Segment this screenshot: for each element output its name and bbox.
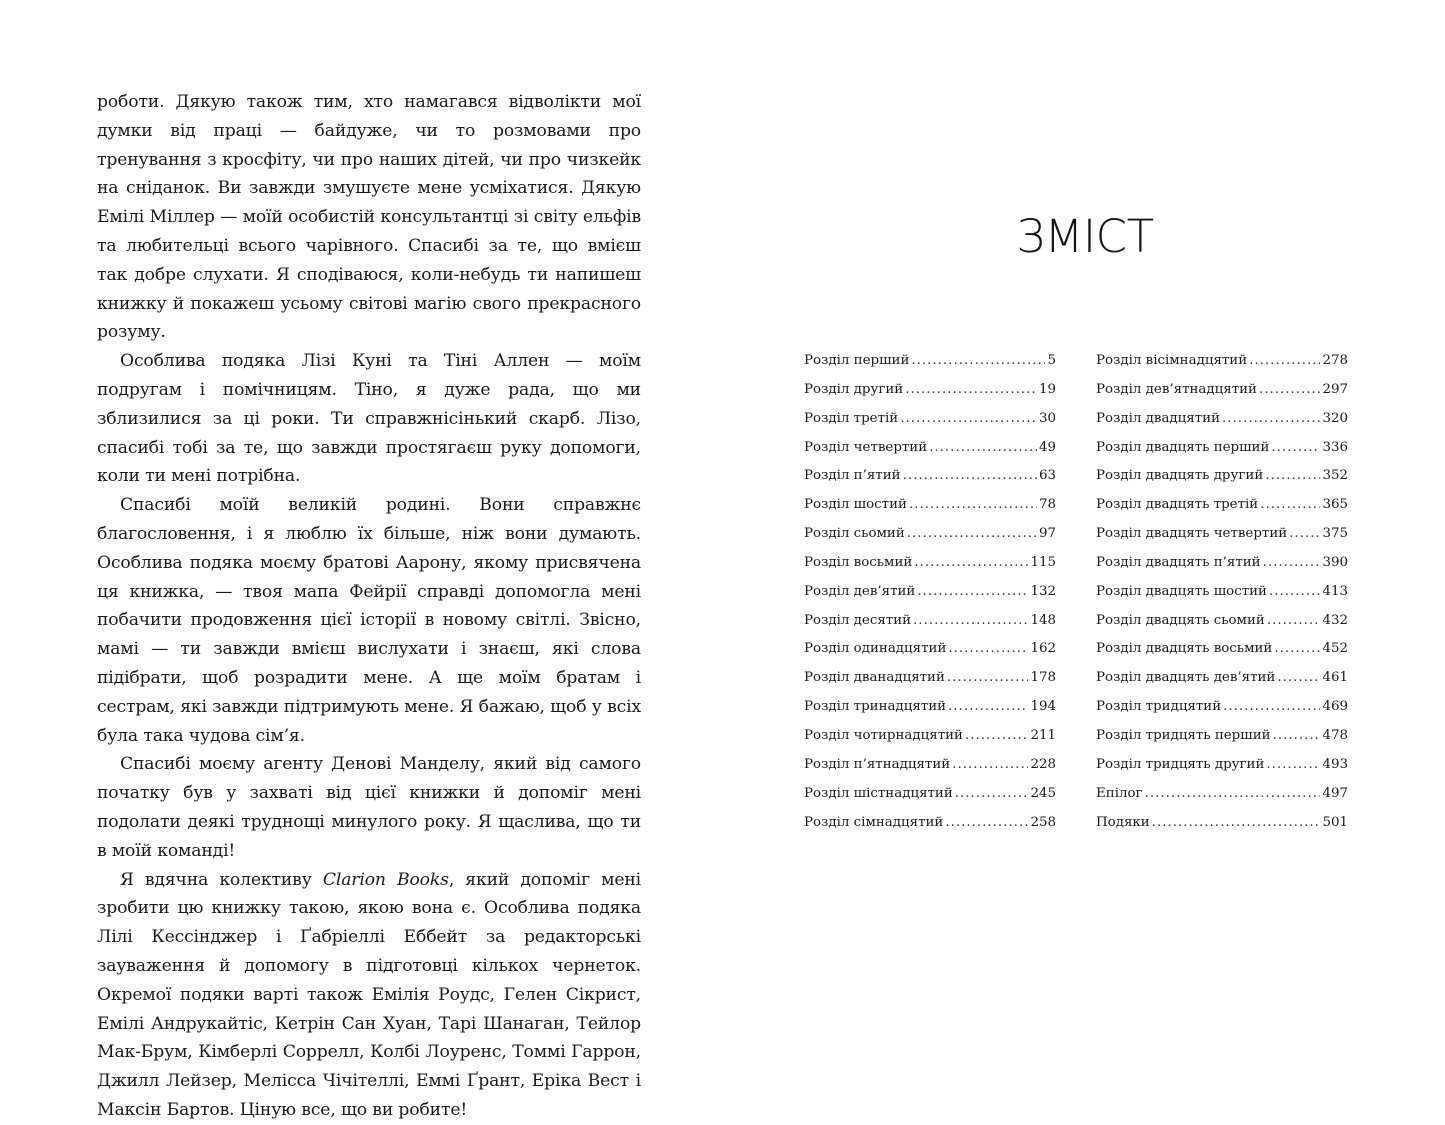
toc-entry bbox=[804, 353, 1056, 382]
acknowledgements-text bbox=[97, 88, 641, 1125]
toc-leader-dots bbox=[909, 497, 1037, 512]
toc-leader-dots bbox=[905, 382, 1037, 397]
toc-entry-page: 320 bbox=[1322, 410, 1348, 426]
toc-column-2 bbox=[1096, 353, 1348, 843]
toc-leader-dots bbox=[1265, 468, 1320, 483]
toc-entry-page: 97 bbox=[1038, 526, 1056, 542]
toc-leader-dots bbox=[911, 353, 1045, 368]
toc-entry-label: Розділ двадцять четвертий bbox=[1096, 526, 1288, 542]
toc-entry bbox=[1096, 382, 1348, 411]
toc-entry-page: 49 bbox=[1038, 439, 1056, 455]
toc-entry-page: 278 bbox=[1322, 353, 1348, 368]
toc-entry-page: 461 bbox=[1322, 670, 1348, 686]
toc-leader-dots bbox=[947, 670, 1029, 685]
toc-entry-label: Розділ чотирнадцятий bbox=[804, 727, 963, 743]
toc-entry-page: 352 bbox=[1322, 468, 1348, 484]
toc-entry bbox=[1096, 641, 1348, 670]
toc-entry bbox=[804, 497, 1056, 526]
toc-title: ЗМІСТ bbox=[1016, 210, 1154, 263]
toc-entry-label: Розділ четвертий bbox=[804, 439, 928, 455]
toc-entry-page: 478 bbox=[1322, 727, 1348, 743]
toc-entry-label: Розділ тринадцятий bbox=[804, 699, 947, 715]
toc-leader-dots bbox=[1277, 670, 1320, 685]
toc-entry-page: 493 bbox=[1322, 756, 1348, 772]
toc-leader-dots bbox=[1289, 526, 1320, 541]
paragraph: Спасибі моєму агенту Денові Манделу, який від самого початку був у захваті від цієї книжки й допоміг мені подолати деякі труднощі минулого року. Я щаслива, що ти в моїй команді! bbox=[97, 754, 641, 861]
toc-leader-dots bbox=[1266, 757, 1320, 772]
toc-entry-label: Розділ восьмий bbox=[804, 554, 913, 570]
toc-entry bbox=[1096, 353, 1348, 382]
toc-leader-dots bbox=[952, 757, 1028, 772]
toc-entry-label: Розділ вісімнадцятий bbox=[1096, 353, 1248, 368]
paragraph: Особлива подяка Лізі Куні та Тіні Аллен — моїм подругам і помічницям. Тіно, я дуже рада, що ми зблизилися за ці роки. Ти справжнісінький скарб. Лізо, спасибі тобі за те, що завжди простягаєш руку допомоги, коли ти мені потрібна. bbox=[97, 351, 641, 487]
toc-entry-label: Розділ п’ятий bbox=[804, 468, 901, 484]
toc-entry bbox=[804, 699, 1056, 728]
toc-entry bbox=[804, 468, 1056, 497]
toc-entry bbox=[1096, 411, 1348, 440]
toc-entry bbox=[1096, 786, 1348, 815]
toc-leader-dots bbox=[1223, 699, 1320, 714]
toc-leader-dots bbox=[1259, 382, 1320, 397]
toc-entry-label: Розділ двадцять третій bbox=[1096, 497, 1259, 513]
toc-entry-page: 30 bbox=[1038, 410, 1056, 426]
toc-entry-page: 211 bbox=[1030, 727, 1056, 743]
toc-entry-label: Розділ дванадцятий bbox=[804, 670, 945, 686]
toc-leader-dots bbox=[1152, 815, 1321, 830]
toc-entry-label: Розділ перший bbox=[804, 353, 910, 368]
toc-entry-label: Розділ третій bbox=[804, 410, 899, 426]
toc-leader-dots bbox=[1263, 555, 1321, 570]
toc-leader-dots bbox=[945, 815, 1028, 830]
toc-entry bbox=[804, 670, 1056, 699]
toc-entry-page: 228 bbox=[1030, 756, 1056, 772]
toc-entry-page: 5 bbox=[1047, 353, 1056, 368]
toc-entry-label: Розділ дев’ятий bbox=[804, 583, 916, 599]
publisher-name: Clarion Books bbox=[322, 869, 449, 890]
toc-leader-dots bbox=[1274, 641, 1320, 656]
toc-entry bbox=[804, 641, 1056, 670]
toc-entry-label: Розділ двадцять дев’ятий bbox=[1096, 670, 1276, 686]
toc-leader-dots bbox=[1260, 497, 1320, 512]
text-run: Я вдячна колективу bbox=[120, 869, 323, 890]
toc-leader-dots bbox=[965, 728, 1028, 743]
toc-entry-page: 194 bbox=[1030, 699, 1056, 715]
toc-leader-dots bbox=[1273, 728, 1321, 743]
toc-entry-page: 497 bbox=[1322, 785, 1348, 801]
toc-entry-page: 375 bbox=[1322, 526, 1348, 542]
toc-entry-label: Розділ тридцятий bbox=[1096, 699, 1222, 715]
paragraph: роботи. Дякую також тим, хто намагався відволікти мої думки від праці — байдуже, чи то розмовами про тренування з кросфіту, чи про наших дітей, чи про чизкейк на сніданок. Ви завжди змушуєте мене усміхатися. Дякую Емілі Міллер — моїй особистій консультантці зі світу ельфів та любительці всього чарівного. Спасибі за те, що вмієш так добре слухати. Я сподіваюся, коли-небудь ти напишеш книжку й покажеш усьому світові магію свого прекрасного розуму. bbox=[97, 92, 641, 343]
toc-entry-page: 297 bbox=[1322, 381, 1348, 397]
toc-entry-label: Розділ сімнадцятий bbox=[804, 814, 944, 830]
toc-entry-label: Розділ одинадцятий bbox=[804, 641, 947, 657]
toc-entry-page: 78 bbox=[1038, 497, 1056, 513]
toc-entry-page: 178 bbox=[1030, 670, 1056, 686]
toc-entry-label: Розділ тридцять перший bbox=[1096, 727, 1271, 743]
toc-entry bbox=[804, 786, 1056, 815]
toc-leader-dots bbox=[1249, 353, 1320, 368]
toc-leader-dots bbox=[1145, 786, 1321, 801]
toc-entry bbox=[804, 613, 1056, 642]
toc-entry bbox=[804, 382, 1056, 411]
toc-entry bbox=[1096, 584, 1348, 613]
toc-leader-dots bbox=[1267, 613, 1321, 628]
toc-entry-page: 452 bbox=[1322, 641, 1348, 657]
toc-entry bbox=[804, 440, 1056, 469]
toc-entry-page: 413 bbox=[1322, 583, 1348, 599]
toc-leader-dots bbox=[948, 641, 1028, 656]
toc-entry bbox=[804, 757, 1056, 786]
toc-entry-page: 365 bbox=[1322, 497, 1348, 513]
toc-leader-dots bbox=[917, 584, 1028, 599]
toc-leader-dots bbox=[913, 613, 1028, 628]
toc-leader-dots bbox=[955, 786, 1029, 801]
toc-entry bbox=[1096, 728, 1348, 757]
toc-leader-dots bbox=[900, 411, 1037, 426]
toc-entry-label: Розділ тридцять другий bbox=[1096, 756, 1265, 772]
toc-entry-page: 115 bbox=[1030, 554, 1056, 570]
paragraph-last bbox=[97, 866, 641, 1125]
toc-entry bbox=[1096, 555, 1348, 584]
toc-entry-label: Розділ двадцятий bbox=[1096, 410, 1220, 426]
toc-entry-page: 469 bbox=[1322, 699, 1348, 715]
toc-entry-page: 390 bbox=[1322, 554, 1348, 570]
toc-entry-label: Розділ сьомий bbox=[804, 526, 905, 542]
toc-entry-page: 19 bbox=[1038, 381, 1056, 397]
toc-leader-dots bbox=[1271, 440, 1320, 455]
toc-entry bbox=[1096, 497, 1348, 526]
toc-entry bbox=[1096, 468, 1348, 497]
toc-entry-label: Розділ двадцять сьомий bbox=[1096, 612, 1265, 628]
toc-leader-dots bbox=[903, 468, 1037, 483]
toc-column-1 bbox=[804, 353, 1056, 843]
toc-entry-label: Розділ п’ятнадцятий bbox=[804, 756, 951, 772]
text-run: , який допоміг мені зробити цю книжку такою, якою вона є. Особлива подяка Лілі Кессінджер і Ґабріеллі Еббейт за редакторські зауваження й допомогу в підготовці кількох чернеток. Окремої подяки варті також Емілія Роудс, Гелен Сікрист, Емілі Андрукайтіс, Кетрін Сан Хуан, Тарі Шанаган, Тейлор Мак-Брум, Кімберлі Соррелл, Колбі Лоуренс, Томмі Гаррон, Джилл Лейзер, Мелісса Чічітеллі, Еммі Ґрант, Еріка Вест і Максін Бартов. Ціную все, що ви робите! bbox=[97, 869, 641, 1120]
toc-entry bbox=[1096, 815, 1348, 844]
toc-entry bbox=[1096, 440, 1348, 469]
toc-entry-page: 245 bbox=[1030, 785, 1056, 801]
toc-entry bbox=[804, 526, 1056, 555]
toc-entry-label: Розділ двадцять другий bbox=[1096, 468, 1264, 484]
toc-entry-page: 336 bbox=[1322, 439, 1348, 455]
toc-leader-dots bbox=[1222, 411, 1320, 426]
toc-entry-label: Розділ двадцять восьмий bbox=[1096, 641, 1273, 657]
toc-entry-label: Подяки bbox=[1096, 814, 1150, 830]
toc-entry-label: Розділ шістнадцятий bbox=[804, 785, 953, 801]
toc-entry-page: 258 bbox=[1030, 814, 1056, 830]
toc-entry-label: Розділ другий bbox=[804, 381, 904, 397]
toc-entry-label: Розділ двадцять п’ятий bbox=[1096, 554, 1261, 570]
toc-leader-dots bbox=[929, 440, 1037, 455]
toc-entry bbox=[1096, 699, 1348, 728]
toc-entry bbox=[804, 411, 1056, 440]
toc-entry-label: Розділ десятий bbox=[804, 612, 912, 628]
toc-entry-label: Розділ дев’ятнадцятий bbox=[1096, 381, 1257, 397]
toc-entry bbox=[804, 728, 1056, 757]
toc-entry bbox=[804, 815, 1056, 844]
toc-entry-page: 432 bbox=[1322, 612, 1348, 628]
toc-leader-dots bbox=[907, 526, 1037, 541]
toc-entry bbox=[804, 584, 1056, 613]
toc-entry-page: 501 bbox=[1322, 814, 1348, 830]
toc-entry-label: Розділ шостий bbox=[804, 497, 907, 513]
toc-entry bbox=[1096, 757, 1348, 786]
toc-entry bbox=[1096, 526, 1348, 555]
toc-entry-page: 162 bbox=[1030, 641, 1056, 657]
toc-entry bbox=[804, 555, 1056, 584]
toc-leader-dots bbox=[914, 555, 1028, 570]
toc-leader-dots bbox=[948, 699, 1028, 714]
toc-leader-dots bbox=[1269, 584, 1320, 599]
toc-entry bbox=[1096, 670, 1348, 699]
toc-entry bbox=[1096, 613, 1348, 642]
toc-entry-page: 63 bbox=[1038, 468, 1056, 484]
paragraph: Спасибі моїй великій родині. Вони справжнє благословення, і я люблю їх більше, ніж вони думають. Особлива подяка моєму братові Аарону, якому присвячена ця книжка, — твоя мапа Фейрії справді допомогла мені побачити продовження цієї історії в новому світлі. Звісно, мамі — ти завжди вмієш вислухати і знаєш, які слова підібрати, щоб розрадити мене. А ще моїм братам і сестрам, які завжди підтримують мене. Я бажаю, щоб у всіх була така чудова сім’я. bbox=[97, 495, 641, 746]
toc-entry-label: Розділ двадцять шостий bbox=[1096, 583, 1267, 599]
toc-entry-page: 148 bbox=[1030, 612, 1056, 628]
toc-entry-label: Епілог bbox=[1096, 785, 1143, 801]
toc-entry-label: Розділ двадцять перший bbox=[1096, 439, 1270, 455]
toc-entry-page: 132 bbox=[1030, 583, 1056, 599]
